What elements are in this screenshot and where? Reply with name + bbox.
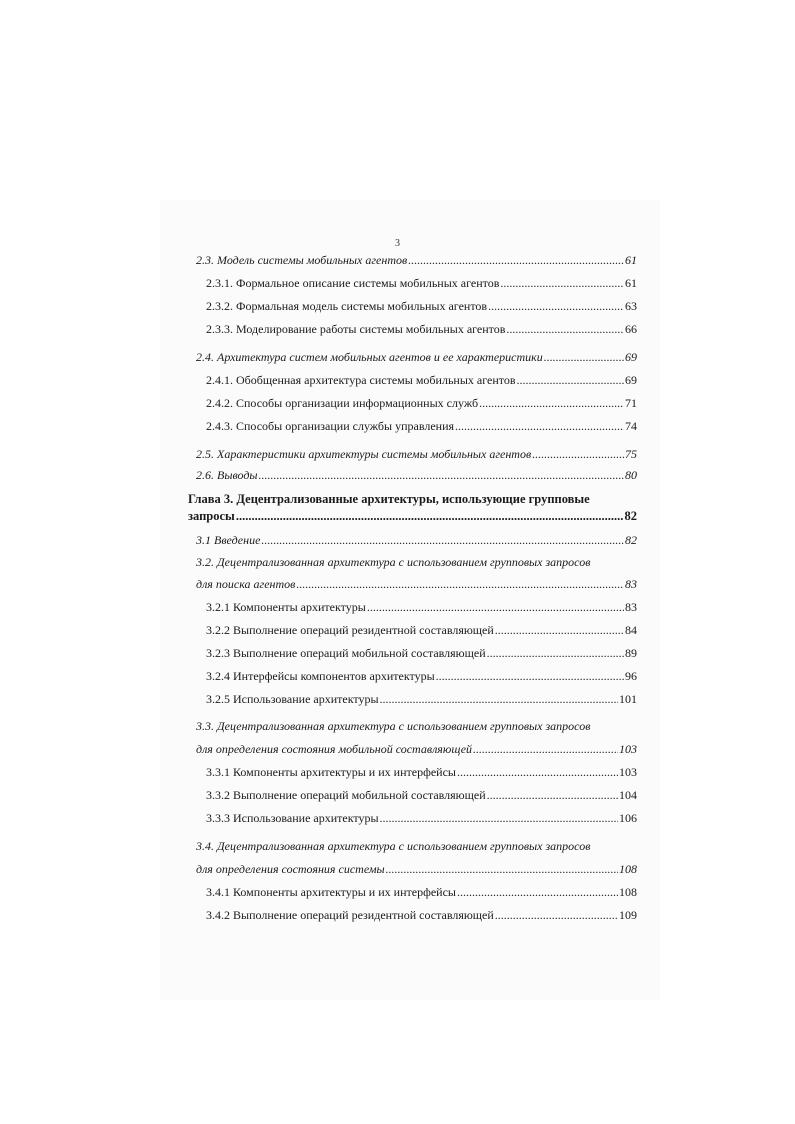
- toc-page: 82: [624, 509, 637, 523]
- toc-page: 69: [625, 350, 637, 364]
- toc-label: 2.4.2. Способы организации информационных служб: [206, 396, 479, 410]
- toc-label: 2.4.3. Способы организации службы управления: [206, 419, 455, 433]
- toc-label: 3.3.1 Компоненты архитектуры и их интерфейсы: [206, 765, 456, 779]
- toc-page: 103: [619, 742, 637, 756]
- toc-entry-3-2-5[interactable]: [206, 692, 637, 710]
- toc-label: запросы: [188, 509, 235, 523]
- toc-label: 3.4.1 Компоненты архитектуры и их интерфейсы: [206, 885, 456, 899]
- toc-page: 108: [619, 862, 637, 876]
- toc-entry-3-2[interactable]: [196, 577, 637, 595]
- chapter-3-title[interactable]: Глава 3. Децентрализованные архитектуры, использующие групповые: [188, 492, 590, 506]
- toc-entry-3-3-3[interactable]: [206, 811, 637, 829]
- leader-dots: [386, 862, 618, 877]
- leader-dots: [380, 692, 618, 707]
- toc-entry-2-4-3[interactable]: [206, 419, 637, 437]
- toc-page: 83: [625, 577, 637, 591]
- toc-entry-3-2-1[interactable]: [206, 600, 637, 618]
- leader-dots: [500, 276, 624, 291]
- leader-dots: [544, 350, 624, 365]
- toc-entry-3-3[interactable]: [196, 742, 637, 760]
- toc-label: 2.5. Характеристики архитектуры системы мобильных агентов: [196, 447, 532, 461]
- toc-label: 2.3.1. Формальное описание системы мобильных агентов: [206, 276, 500, 290]
- leader-dots: [487, 788, 618, 803]
- leader-dots: [261, 533, 624, 548]
- leader-dots: [517, 373, 625, 388]
- toc-page: 89: [625, 646, 637, 660]
- toc-page: 104: [619, 788, 637, 802]
- leader-dots: [487, 646, 624, 661]
- toc-label: для определения состояния мобильной составляющей: [196, 742, 473, 756]
- leader-dots: [457, 765, 618, 780]
- toc-entry-3-1[interactable]: [196, 533, 637, 551]
- toc-label: 3.2.4 Интерфейсы компонентов архитектуры: [206, 669, 435, 683]
- leader-dots: [380, 811, 618, 826]
- toc-entry-2-4[interactable]: [196, 350, 637, 368]
- toc-page: 84: [625, 623, 637, 637]
- toc-entry-2-4-1[interactable]: [206, 373, 637, 391]
- toc-label: 2.3.2. Формальная модель системы мобильных агентов: [206, 299, 488, 313]
- page-number: 3: [395, 238, 400, 249]
- toc-page: 108: [619, 885, 637, 899]
- toc-entry-2-3-1[interactable]: [206, 276, 637, 294]
- leader-dots: [495, 908, 618, 923]
- toc-entry-2-6[interactable]: [196, 468, 637, 486]
- toc-page: 71: [625, 396, 637, 410]
- toc-entry-3-3-1[interactable]: [206, 765, 637, 783]
- toc-label: для поиска агентов: [196, 577, 296, 591]
- toc-page: 96: [625, 669, 637, 683]
- toc-page: 106: [619, 811, 637, 825]
- toc-page: 66: [625, 322, 637, 336]
- toc-entry-2-3-2[interactable]: [206, 299, 637, 317]
- toc-label: 2.6. Выводы: [196, 468, 258, 482]
- toc-page: 63: [625, 299, 637, 313]
- toc-page: 109: [619, 908, 637, 922]
- toc-entry-chapter-3[interactable]: [188, 509, 637, 527]
- toc-entry-2-4-2[interactable]: [206, 396, 637, 414]
- toc-label: 3.1 Введение: [196, 533, 261, 547]
- toc-entry-3-3-title[interactable]: 3.3. Децентрализованная архитектура с использованием групповых запросов: [196, 719, 591, 733]
- toc-entry-3-4-2[interactable]: [206, 908, 637, 926]
- leader-dots: [408, 253, 624, 268]
- toc-entry-3-2-2[interactable]: [206, 623, 637, 641]
- toc-page: 82: [625, 533, 637, 547]
- leader-dots: [532, 447, 624, 462]
- toc-page: 83: [625, 600, 637, 614]
- toc-page: 103: [619, 765, 637, 779]
- toc-page: 61: [625, 253, 637, 267]
- leader-dots: [488, 299, 624, 314]
- toc-label: для определения состояния системы: [196, 862, 385, 876]
- toc-page: 75: [625, 447, 637, 461]
- toc-label: 3.2.2 Выполнение операций резидентной составляющей: [206, 623, 494, 637]
- toc-label: 3.3.3 Использование архитектуры: [206, 811, 379, 825]
- toc-page: 69: [625, 373, 637, 387]
- toc-label: 2.4. Архитектура систем мобильных агентов и ее характеристики: [196, 350, 543, 364]
- leader-dots: [436, 669, 624, 684]
- leader-dots: [236, 509, 624, 524]
- toc-entry-3-4-title[interactable]: 3.4. Децентрализованная архитектура с использованием групповых запросов: [196, 839, 591, 853]
- leader-dots: [495, 623, 624, 638]
- toc-entry-2-3[interactable]: [196, 253, 637, 271]
- toc-entry-2-3-3[interactable]: [206, 322, 637, 340]
- toc-entry-3-2-title[interactable]: 3.2. Децентрализованная архитектура с использованием групповых запросов: [196, 555, 591, 569]
- toc-label: 3.3.2 Выполнение операций мобильной составляющей: [206, 788, 486, 802]
- toc-entry-3-2-4[interactable]: [206, 669, 637, 687]
- toc-label: 2.3. Модель системы мобильных агентов: [196, 253, 408, 267]
- toc-page: 80: [625, 468, 637, 482]
- toc-label: 3.2.3 Выполнение операций мобильной составляющей: [206, 646, 486, 660]
- leader-dots: [479, 396, 624, 411]
- leader-dots: [296, 577, 624, 592]
- toc-page: 74: [625, 419, 637, 433]
- toc-page: 61: [625, 276, 637, 290]
- toc-label: 2.3.3. Моделирование работы системы мобильных агентов: [206, 322, 506, 336]
- leader-dots: [259, 468, 624, 483]
- toc-entry-3-3-2[interactable]: [206, 788, 637, 806]
- toc-label: 2.4.1. Обобщенная архитектура системы мобильных агентов: [206, 373, 516, 387]
- leader-dots: [506, 322, 624, 337]
- toc-label: 3.4.2 Выполнение операций резидентной составляющей: [206, 908, 494, 922]
- toc-entry-3-2-3[interactable]: [206, 646, 637, 664]
- toc-entry-2-5[interactable]: [196, 447, 637, 465]
- leader-dots: [457, 885, 618, 900]
- leader-dots: [367, 600, 624, 615]
- leader-dots: [455, 419, 624, 434]
- toc-label: 3.2.5 Использование архитектуры: [206, 692, 379, 706]
- leader-dots: [473, 742, 618, 757]
- toc-entry-3-4[interactable]: [196, 862, 637, 880]
- toc-page: 101: [619, 692, 637, 706]
- toc-entry-3-4-1[interactable]: [206, 885, 637, 903]
- toc-label: 3.2.1 Компоненты архитектуры: [206, 600, 366, 614]
